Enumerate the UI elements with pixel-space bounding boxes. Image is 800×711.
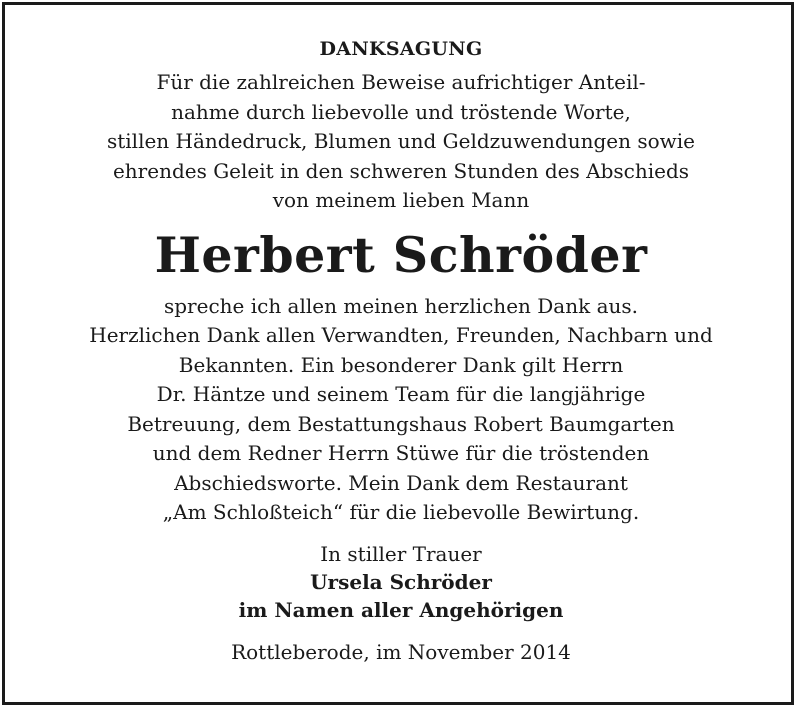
body-paragraph bbox=[5, 292, 797, 528]
intro-line: stillen Händedruck, Blumen und Geldzuwendungen sowie bbox=[106, 129, 696, 153]
body-line: Herzlichen Dank allen Verwandten, Freunden, Nachbarn und bbox=[89, 323, 713, 347]
deceased-name: Herbert Schröder bbox=[154, 225, 648, 284]
body-line: Bekannten. Ein besonderer Dank gilt Herrn bbox=[178, 352, 624, 377]
signer-name: Ursela Schröder bbox=[310, 569, 492, 594]
body-line: Betreuung, dem Bestattungshaus Robert Baumgarten bbox=[127, 411, 675, 436]
intro-paragraph bbox=[5, 68, 797, 216]
intro-line: ehrendes Geleit in den schweren Stunden des Abschieds bbox=[112, 158, 690, 183]
body-line: Abschiedsworte. Mein Dank dem Restaurant bbox=[174, 470, 628, 495]
place-date: Rottleberode, im November 2014 bbox=[231, 639, 571, 664]
notice-frame bbox=[2, 2, 794, 705]
mourning-line: In stiller Trauer bbox=[320, 541, 482, 566]
body-line: spreche ich allen meinen herzlichen Dank aus. bbox=[163, 293, 639, 318]
signoff-block bbox=[5, 540, 797, 624]
body-line: „Am Schloßteich“ für die liebevolle Bewirtung. bbox=[162, 500, 640, 524]
intro-line: nahme durch liebevolle und tröstende Worte, bbox=[171, 99, 631, 124]
notice-content bbox=[5, 36, 797, 666]
intro-line: Für die zahlreichen Beweise aufrichtiger Anteil- bbox=[156, 70, 646, 94]
body-line: Dr. Häntze und seinem Team für die langjährige bbox=[156, 382, 646, 406]
on-behalf-line: im Namen aller Angehörigen bbox=[238, 597, 564, 622]
intro-line: von meinem lieben Mann bbox=[272, 188, 530, 212]
notice-heading: DANKSAGUNG bbox=[319, 38, 483, 60]
body-line: und dem Redner Herrn Stüwe für die tröstenden bbox=[152, 441, 650, 465]
